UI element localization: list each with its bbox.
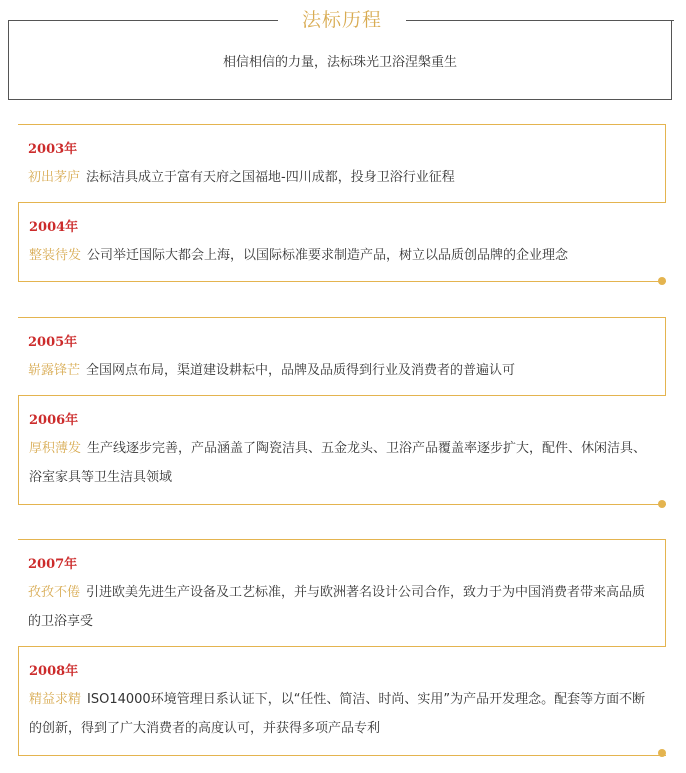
page-title: 法标历程 — [301, 9, 382, 31]
entry-motto: 整装待发 — [29, 248, 82, 263]
intro-text: 相信相信的力量，法标珠光卫浴涅槃重生 — [222, 55, 457, 70]
entry-description — [28, 163, 653, 192]
entry-description — [28, 578, 653, 636]
timeline-section-3 — [18, 539, 666, 761]
entry-motto: 孜孜不倦 — [28, 585, 81, 600]
entry-motto: 厚积薄发 — [29, 441, 82, 456]
timeline-entry-2008 — [18, 646, 666, 756]
entry-description — [28, 356, 653, 385]
timeline-entry-2007 — [18, 539, 666, 647]
entry-text: 生产线逐步完善，产品涵盖了陶瓷洁具、五金龙头、卫浴产品覆盖率逐步扩大，配件、休闲洁具、浴室家具等卫生洁具领域 — [29, 441, 647, 485]
entry-year: 2005年 — [28, 335, 78, 350]
entry-description — [29, 241, 654, 270]
entry-text: 法标洁具成立于富有天府之国福地-四川成都，投身卫浴行业征程 — [86, 170, 455, 185]
entry-year: 2003年 — [28, 142, 78, 157]
entry-text: ISO14000环境管理日系认证下，以“任性、简洁、时尚、实用”为产品开发理念。配套等方面不断的创新，得到了广大消费者的高度认可，并获得多项产品专利 — [29, 692, 646, 736]
entry-motto: 崭露锋芒 — [28, 363, 81, 378]
entry-description — [29, 434, 654, 492]
timeline-section-2 — [18, 317, 666, 509]
entry-year: 2006年 — [29, 413, 79, 428]
timeline-entry-2005 — [18, 317, 666, 396]
timeline-end-dot — [658, 749, 666, 757]
entry-year: 2004年 — [29, 220, 79, 235]
entry-year: 2008年 — [29, 664, 79, 679]
entry-motto: 初出茅庐 — [28, 170, 81, 185]
entry-text: 全国网点布局，渠道建设耕耘中，品牌及品质得到行业及消费者的普遍认可 — [86, 363, 516, 378]
entry-text: 引进欧美先进生产设备及工艺标准，并与欧洲著名设计公司合作，致力于为中国消费者带来高品质的卫浴享受 — [28, 585, 646, 629]
entry-text: 公司举迁国际大都会上海，以国际标准要求制造产品，树立以品质创品牌的企业理念 — [87, 248, 569, 263]
entry-description — [29, 685, 654, 743]
timeline-entry-2004 — [18, 202, 666, 282]
timeline-section-1 — [18, 124, 666, 286]
timeline-entry-2006 — [18, 395, 666, 505]
timeline-entry-2003 — [18, 124, 666, 203]
timeline-end-dot — [658, 500, 666, 508]
timeline-end-dot — [658, 277, 666, 285]
entry-motto: 精益求精 — [29, 692, 82, 707]
entry-year: 2007年 — [28, 557, 78, 572]
